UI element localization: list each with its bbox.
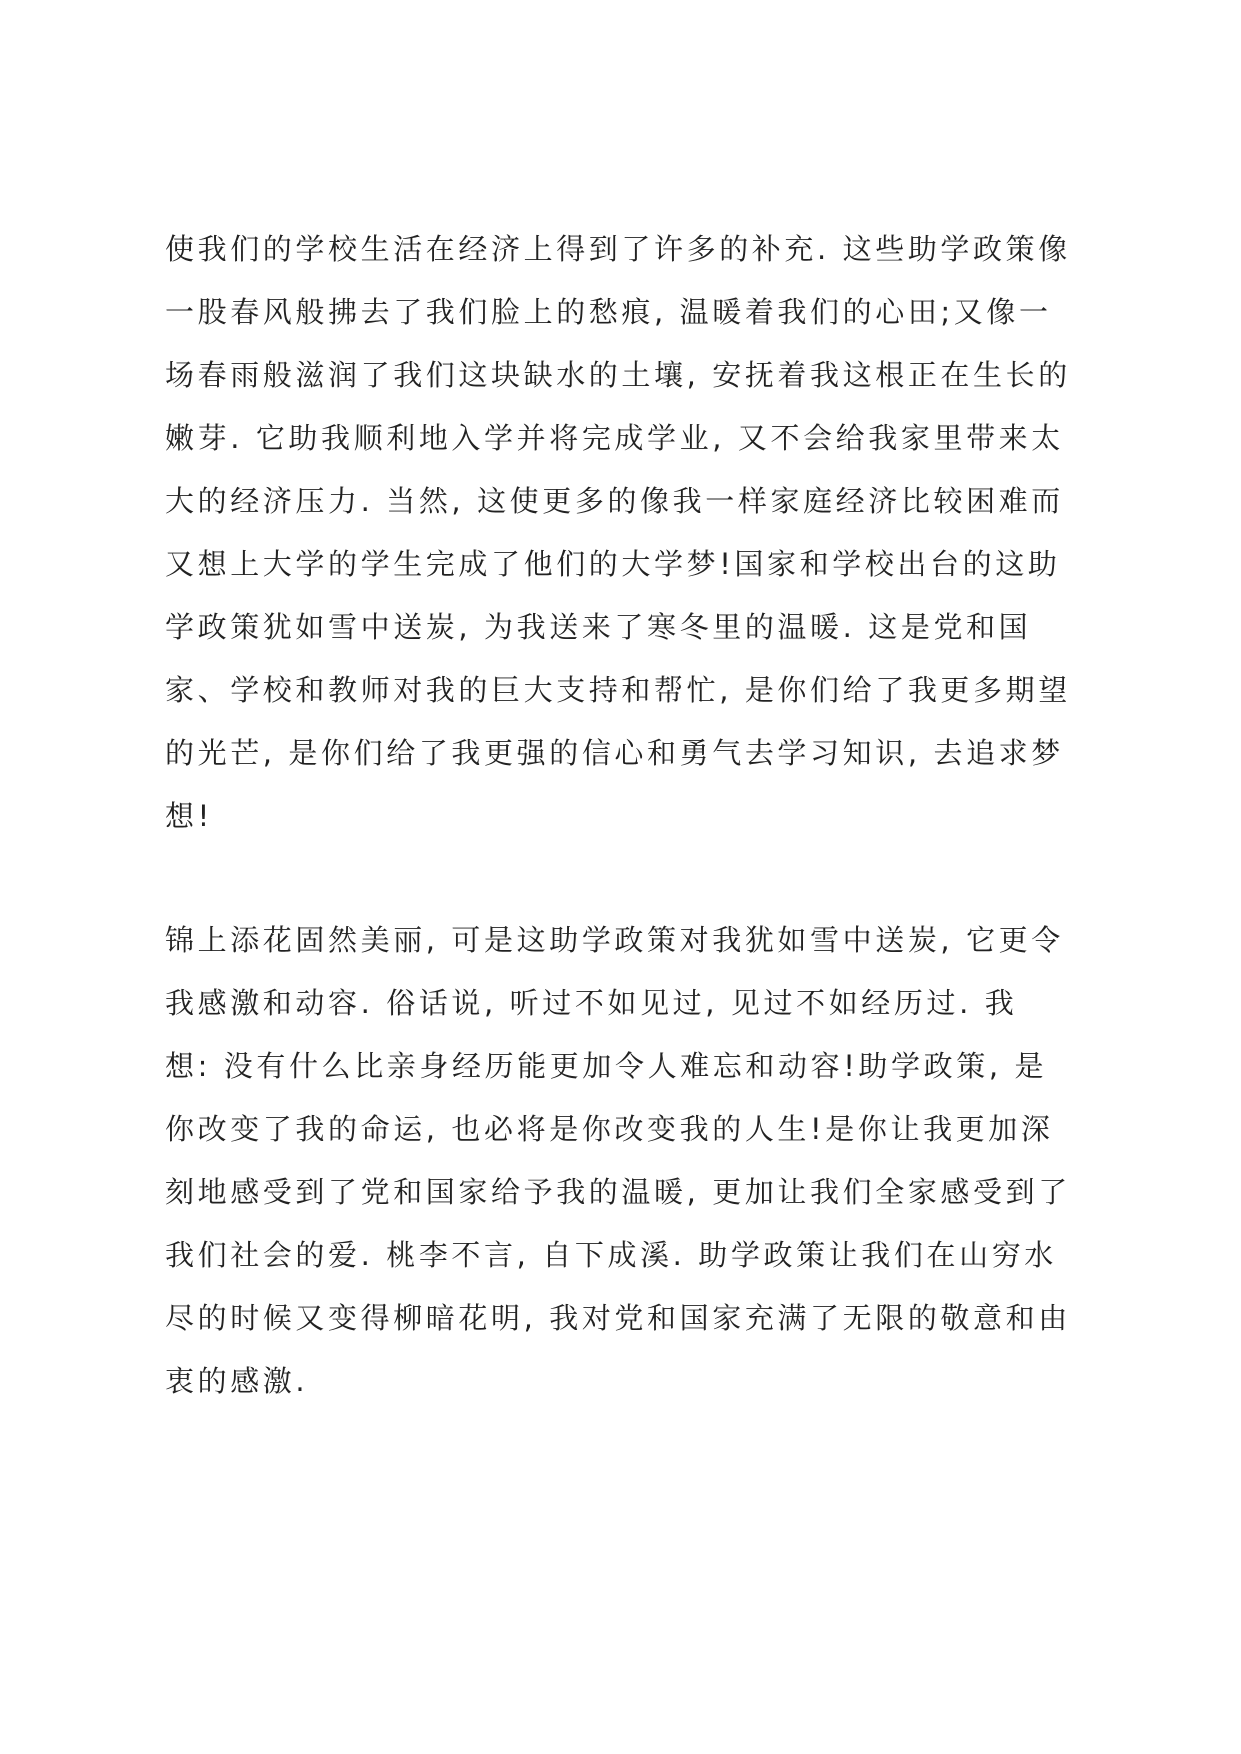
paragraph-1	[165, 218, 1095, 848]
text-line: 大的经济压力. 当然, 这使更多的像我一样家庭经济比较困难而	[165, 484, 1064, 518]
text-line: 使我们的学校生活在经济上得到了许多的补充. 这些助学政策像	[165, 232, 1071, 266]
text-line: 的光芒, 是你们给了我更强的信心和勇气去学习知识, 去追求梦	[165, 736, 1064, 770]
text-line: 想: 没有什么比亲身经历能更加令人难忘和动容!助学政策, 是	[165, 1049, 1048, 1083]
text-line: 刻地感受到了党和国家给予我的温暖, 更加让我们全家感受到了	[165, 1175, 1071, 1209]
text-line: 你改变了我的命运, 也必将是你改变我的人生!是你让我更加深	[165, 1112, 1054, 1146]
text-line: 我们社会的爱. 桃李不言, 自下成溪. 助学政策让我们在山穷水	[165, 1238, 1057, 1272]
text-line: 嫩芽. 它助我顺利地入学并将完成学业, 又不会给我家里带来太	[165, 421, 1064, 455]
text-line: 学政策犹如雪中送炭, 为我送来了寒冬里的温暖. 这是党和国	[165, 610, 1032, 644]
text-line: 一股春风般拂去了我们脸上的愁痕, 温暖着我们的心田;又像一	[165, 295, 1052, 329]
text-line: 衷的感激.	[165, 1364, 309, 1398]
text-line: 想!	[165, 799, 213, 833]
text-line: 锦上添花固然美丽, 可是这助学政策对我犹如雪中送炭, 它更令	[165, 923, 1064, 957]
text-line: 家、学校和教师对我的巨大支持和帮忙, 是你们给了我更多期望	[165, 673, 1071, 707]
paragraph-2	[165, 909, 1095, 1413]
text-line: 我感激和动容. 俗话说, 听过不如见过, 见过不如经历过. 我	[165, 986, 1018, 1020]
text-line: 尽的时候又变得柳暗花明, 我对党和国家充满了无限的敬意和由	[165, 1301, 1071, 1335]
text-line: 场春雨般滋润了我们这块缺水的土壤, 安抚着我这根正在生长的	[165, 358, 1071, 392]
text-line: 又想上大学的学生完成了他们的大学梦!国家和学校出台的这助	[165, 547, 1061, 581]
